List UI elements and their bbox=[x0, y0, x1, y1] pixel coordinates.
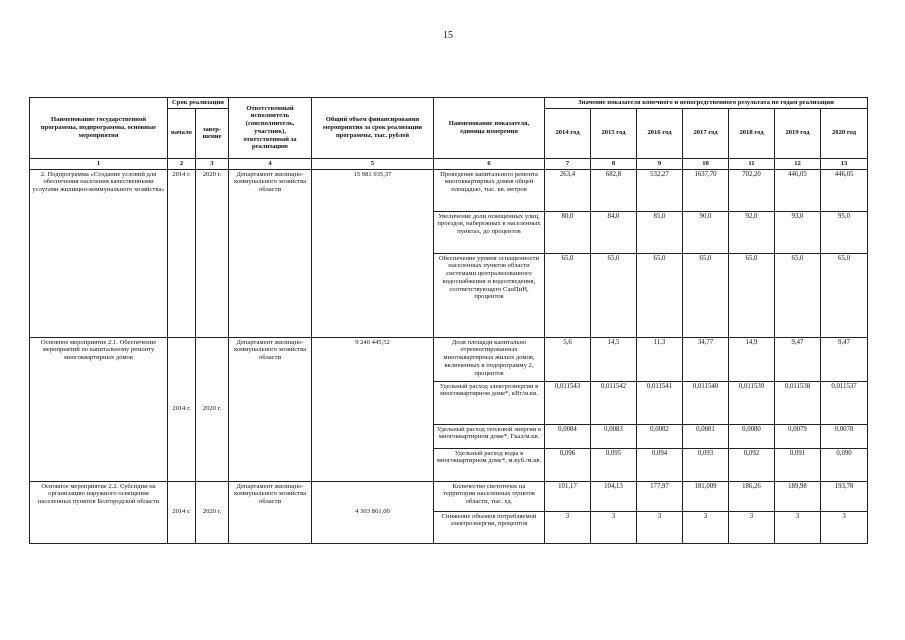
indicator-value: 186,26 bbox=[729, 481, 775, 511]
indicator-value: 84,0 bbox=[591, 211, 637, 253]
indicator-value: 193,78 bbox=[821, 481, 868, 511]
indicator-value: 682,8 bbox=[591, 169, 637, 211]
start-year: 2014 г. bbox=[168, 481, 196, 543]
indicator-value: 189,98 bbox=[775, 481, 821, 511]
indicator-value: 65,0 bbox=[821, 253, 868, 337]
indicator-value: 0,091 bbox=[775, 448, 821, 481]
indicator-value: 0,011543 bbox=[545, 381, 591, 424]
col-number: 2 bbox=[168, 158, 196, 169]
indicator-value: 263,4 bbox=[545, 169, 591, 211]
indicator-value: 65,0 bbox=[545, 253, 591, 337]
indicator-name: Проведение капитального ремонта многоквартирных домов общей площадью, тыс. кв. метров bbox=[434, 169, 545, 211]
indicator-value: 3 bbox=[545, 511, 591, 543]
header-year: 2020 год bbox=[821, 108, 868, 158]
indicator-name: Увеличение доли освещенных улиц, проездов, набережных в населенных пунктах, до процентов bbox=[434, 211, 545, 253]
start-year: 2014 г. bbox=[168, 169, 196, 337]
indicator-value: 0,011541 bbox=[637, 381, 683, 424]
indicator-value: 3 bbox=[637, 511, 683, 543]
header-year: 2016 год bbox=[637, 108, 683, 158]
indicator-value: 85,0 bbox=[637, 211, 683, 253]
indicator-value: 0,011538 bbox=[775, 381, 821, 424]
indicator-name: Доля площади капитально отремонтированных многоквартирных жилых домов, включенных в подпрограмму 2, процентов bbox=[434, 337, 545, 381]
indicator-name: Удельный расход электроэнергии в многоквартирном доме*, кВт/м.кв. bbox=[434, 381, 545, 424]
col-number: 13 bbox=[821, 158, 868, 169]
indicator-value: 532,27 bbox=[637, 169, 683, 211]
indicator-value: 0,0081 bbox=[683, 424, 729, 448]
col-number: 1 bbox=[30, 158, 168, 169]
indicator-value: 177,97 bbox=[637, 481, 683, 511]
indicator-value: 90,0 bbox=[683, 211, 729, 253]
indicator-value: 446,05 bbox=[821, 169, 868, 211]
indicator-value: 0,0079 bbox=[775, 424, 821, 448]
start-year: 2014 г. bbox=[168, 337, 196, 481]
funding-total: 4 303 861,00 bbox=[312, 481, 434, 543]
header-executor: Ответственный исполнитель (соисполнитель, участник), ответственный за реализацию bbox=[229, 98, 312, 159]
indicator-value: 3 bbox=[775, 511, 821, 543]
indicator-value: 446,05 bbox=[775, 169, 821, 211]
indicator-value: 9,47 bbox=[821, 337, 868, 381]
header-name: Наименование государственной программы, подпрограммы, основные мероприятия bbox=[30, 98, 168, 159]
executor: Департамент жилищно-коммунального хозяйства области bbox=[229, 481, 312, 543]
end-year: 2020 г. bbox=[196, 169, 229, 337]
indicator-value: 702,20 bbox=[729, 169, 775, 211]
col-number: 11 bbox=[729, 158, 775, 169]
col-number: 7 bbox=[545, 158, 591, 169]
indicator-value: 34,77 bbox=[683, 337, 729, 381]
indicator-value: 3 bbox=[821, 511, 868, 543]
header-year: 2018 год bbox=[729, 108, 775, 158]
indicator-name: Снижение объемов потребляемой электроэнергии, процентов bbox=[434, 511, 545, 543]
indicator-value: 65,0 bbox=[637, 253, 683, 337]
indicator-value: 0,011542 bbox=[591, 381, 637, 424]
indicator-value: 65,0 bbox=[729, 253, 775, 337]
indicator-value: 80,0 bbox=[545, 211, 591, 253]
indicators-table bbox=[29, 97, 868, 544]
col-number: 9 bbox=[637, 158, 683, 169]
indicator-name: Удельный расход воды в многоквартирном доме*, м.куб./м.кв. bbox=[434, 448, 545, 481]
col-number: 6 bbox=[434, 158, 545, 169]
header-period: Срок реализации bbox=[168, 98, 229, 109]
indicator-value: 0,011539 bbox=[729, 381, 775, 424]
indicator-value: 65,0 bbox=[775, 253, 821, 337]
page-number: 15 bbox=[443, 30, 453, 41]
header-year: 2019 год bbox=[775, 108, 821, 158]
indicator-value: 93,0 bbox=[775, 211, 821, 253]
indicator-value: 1637,70 bbox=[683, 169, 729, 211]
indicator-value: 0,0078 bbox=[821, 424, 868, 448]
indicator-name: Обеспечение уровня оснащенности населенных пунктов области системами централизованного водоснабжения и водоотведения, соответствующего СанПиН, процентов bbox=[434, 253, 545, 337]
col-number: 3 bbox=[196, 158, 229, 169]
indicator-value: 0,094 bbox=[637, 448, 683, 481]
col-number: 8 bbox=[591, 158, 637, 169]
indicator-value: 0,096 bbox=[545, 448, 591, 481]
indicator-value: 3 bbox=[729, 511, 775, 543]
indicator-value: 5,6 bbox=[545, 337, 591, 381]
table-row bbox=[30, 169, 868, 211]
indicator-value: 0,092 bbox=[729, 448, 775, 481]
col-number: 4 bbox=[229, 158, 312, 169]
indicator-value: 0,0084 bbox=[545, 424, 591, 448]
indicator-value: 3 bbox=[683, 511, 729, 543]
end-year: 2020 г. bbox=[196, 337, 229, 481]
indicator-value: 0,090 bbox=[821, 448, 868, 481]
section-name: Основное мероприятие 2.1. Обеспечение мероприятий по капитальному ремонту многоквартирных домов bbox=[30, 337, 168, 481]
indicator-value: 0,0083 bbox=[591, 424, 637, 448]
indicator-value: 0,0080 bbox=[729, 424, 775, 448]
col-number: 5 bbox=[312, 158, 434, 169]
indicator-value: 65,0 bbox=[591, 253, 637, 337]
header-indicator: Наименование показателя, единица измерения bbox=[434, 98, 545, 159]
table-row bbox=[30, 481, 868, 511]
indicator-name: Удельный расход тепловой энергии в многоквартирном доме*, Гкал/м.кв. bbox=[434, 424, 545, 448]
funding-total: 15 981 935,37 bbox=[312, 169, 434, 337]
indicator-value: 14,5 bbox=[591, 337, 637, 381]
indicator-value: 101,17 bbox=[545, 481, 591, 511]
table-row bbox=[30, 337, 868, 381]
header-funding: Общий объем финансирования мероприятия за срок реализации программы, тыс. рублей bbox=[312, 98, 434, 159]
col-number: 12 bbox=[775, 158, 821, 169]
section-name: 2. Подпрограмма «Создание условий для обеспечения населения качественными услугами жилищно-коммунального хозяйства» bbox=[30, 169, 168, 337]
indicator-value: 65,0 bbox=[683, 253, 729, 337]
indicator-name: Количество светоточек на территории населенных пунктов области, тыс. ед. bbox=[434, 481, 545, 511]
end-year: 2020 г. bbox=[196, 481, 229, 543]
indicator-value: 0,011540 bbox=[683, 381, 729, 424]
header-values-title: Значение показателя конечного и непосредственного результата по годам реализации bbox=[545, 98, 868, 109]
indicator-value: 3 bbox=[591, 511, 637, 543]
indicator-value: 181,009 bbox=[683, 481, 729, 511]
executor: Департамент жилищно-коммунального хозяйства области bbox=[229, 337, 312, 481]
indicator-value: 92,0 bbox=[729, 211, 775, 253]
col-number: 10 bbox=[683, 158, 729, 169]
indicator-value: 104,13 bbox=[591, 481, 637, 511]
indicator-value: 9,47 bbox=[775, 337, 821, 381]
indicator-value: 14,9 bbox=[729, 337, 775, 381]
header-end: завер-шение bbox=[196, 108, 229, 158]
indicator-value: 95,0 bbox=[821, 211, 868, 253]
indicator-value: 0,0082 bbox=[637, 424, 683, 448]
header-year: 2017 год bbox=[683, 108, 729, 158]
funding-total: 9 240 445,52 bbox=[312, 337, 434, 481]
indicator-value: 0,095 bbox=[591, 448, 637, 481]
indicator-value: 11,3 bbox=[637, 337, 683, 381]
header-year: 2015 год bbox=[591, 108, 637, 158]
indicator-value: 0,093 bbox=[683, 448, 729, 481]
executor: Департамент жилищно-коммунального хозяйства области bbox=[229, 169, 312, 337]
indicator-value: 0,011537 bbox=[821, 381, 868, 424]
section-name: Основное мероприятие 2.2. Субсидии на организацию наружного освещения населенных пунктов Белгородской области bbox=[30, 481, 168, 543]
header-start: начало bbox=[168, 108, 196, 158]
header-year: 2014 год bbox=[545, 108, 591, 158]
